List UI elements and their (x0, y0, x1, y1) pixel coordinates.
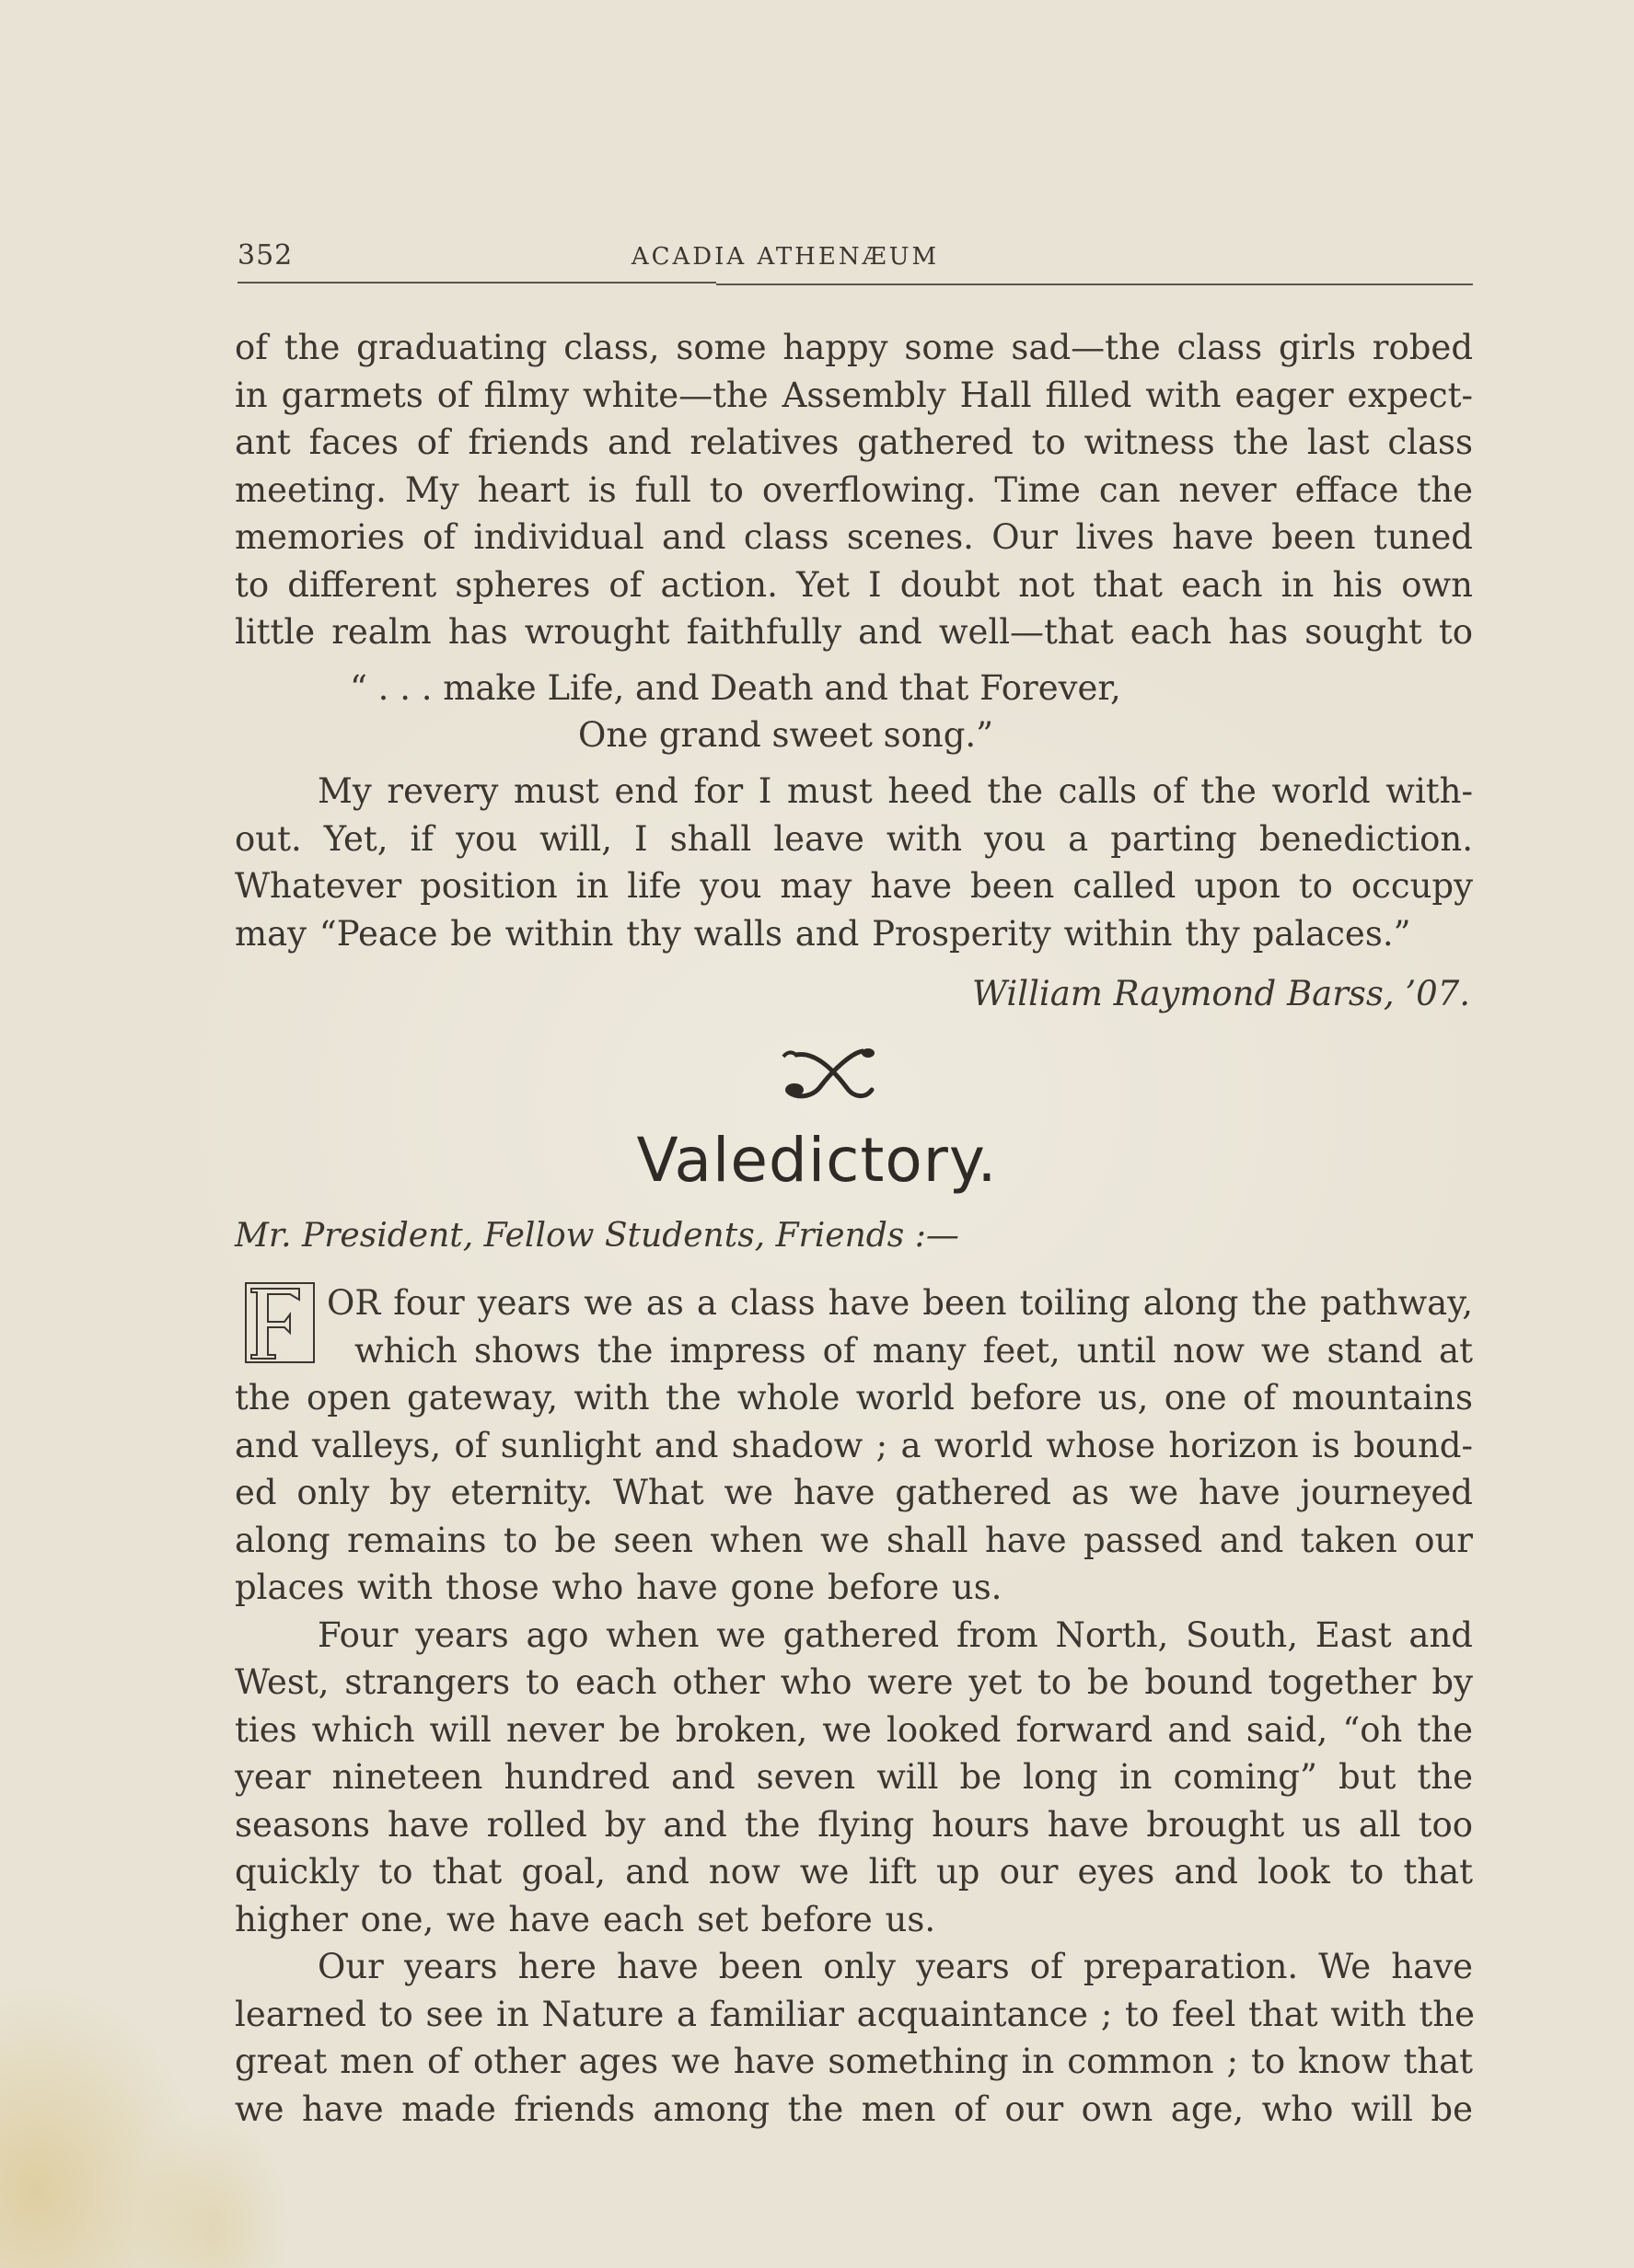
fleuron-ornament-icon (778, 1042, 879, 1106)
text-line: memories of individual and class scenes. Our lives have been tuned (235, 517, 1473, 557)
text-line: year nineteen hundred and seven will be long in coming” but the (235, 1757, 1473, 1797)
salutation: Mr. President, Fellow Students, Friends :— (235, 1217, 959, 1255)
text-line: of the graduating class, some happy some sad—the class girls robed (235, 328, 1473, 367)
verse-line: One grand sweet song.” (578, 715, 994, 755)
text-line: quickly to that goal, and now we lift up our eyes and look to that (235, 1852, 1473, 1892)
text-line: in garmets of filmy white—the Assembly Hall filled with eager expect- (235, 375, 1473, 415)
text-line: seasons have rolled by and the flying hours have brought us all too (235, 1804, 1473, 1845)
text-line: Whatever position in life you may have been called upon to occupy (235, 866, 1473, 906)
text-line: ties which will never be broken, we looked forward and said, “oh the (235, 1709, 1473, 1750)
text-line: Our years here have been only years of preparation. We have (318, 1947, 1473, 1986)
header-rule-left (238, 282, 716, 284)
text-line: to different spheres of action. Yet I doubt not that each in his own (235, 564, 1473, 605)
author-signature: William Raymond Barss, ’07. (972, 974, 1470, 1013)
page-number: 352 (238, 239, 294, 272)
text-line: Four years ago when we gathered from North, South, East and (318, 1614, 1473, 1655)
text-line: learned to see in Nature a familiar acquaintance ; to feel that with the (235, 1994, 1475, 2034)
text-line: ant faces of friends and relatives gathered to witness the last class (235, 422, 1473, 462)
text-line: little realm has wrought faithfully and well—that each has sought to (235, 612, 1473, 652)
text-line: along remains to be seen when we shall have passed and taken our (235, 1520, 1473, 1560)
paragraph-closing (235, 768, 1473, 957)
text-line: may “Peace be within thy walls and Prosperity within thy palaces.” (235, 913, 1411, 954)
text-line: we have made friends among the men of our own age, who will be (235, 2089, 1473, 2129)
valedictory-text (235, 1279, 1473, 2133)
text-line: the open gateway, with the whole world before us, one of mountains (235, 1378, 1473, 1418)
paragraph-continued (235, 324, 1473, 656)
running-head: ACADIA ATHENÆUM (631, 243, 940, 271)
page-header (238, 236, 1471, 272)
text-line: ed only by eternity. What we have gathered as we have journeyed (235, 1473, 1473, 1512)
text-line: and valleys, of sunlight and shadow ; a world whose horizon is bound- (235, 1425, 1473, 1465)
text-line: great men of other ages we have something in common ; to know that (235, 2042, 1473, 2081)
text-line: OR four years we as a class have been toiling along the pathway, (327, 1283, 1473, 1323)
text-line: places with those who have gone before us. (235, 1568, 1002, 1607)
verse-line: “ . . . make Life, and Death and that Forever, (350, 668, 1121, 708)
text-line: which shows the impress of many feet, until now we stand at (354, 1330, 1473, 1371)
verse-quote (350, 665, 1121, 758)
text-line: West, strangers to each other who were yet to be bound together by (235, 1662, 1473, 1702)
section-title: Valedictory. (636, 1125, 998, 1196)
text-line: higher one, we have each set before us. (235, 1899, 936, 1939)
text-line: My revery must end for I must heed the calls of the world with- (318, 771, 1473, 811)
header-rule-right (716, 284, 1473, 285)
text-line: meeting. My heart is full to overflowing. Time can never efface the (235, 469, 1473, 510)
text-line: out. Yet, if you will, I shall leave with you a parting benediction. (235, 818, 1473, 859)
